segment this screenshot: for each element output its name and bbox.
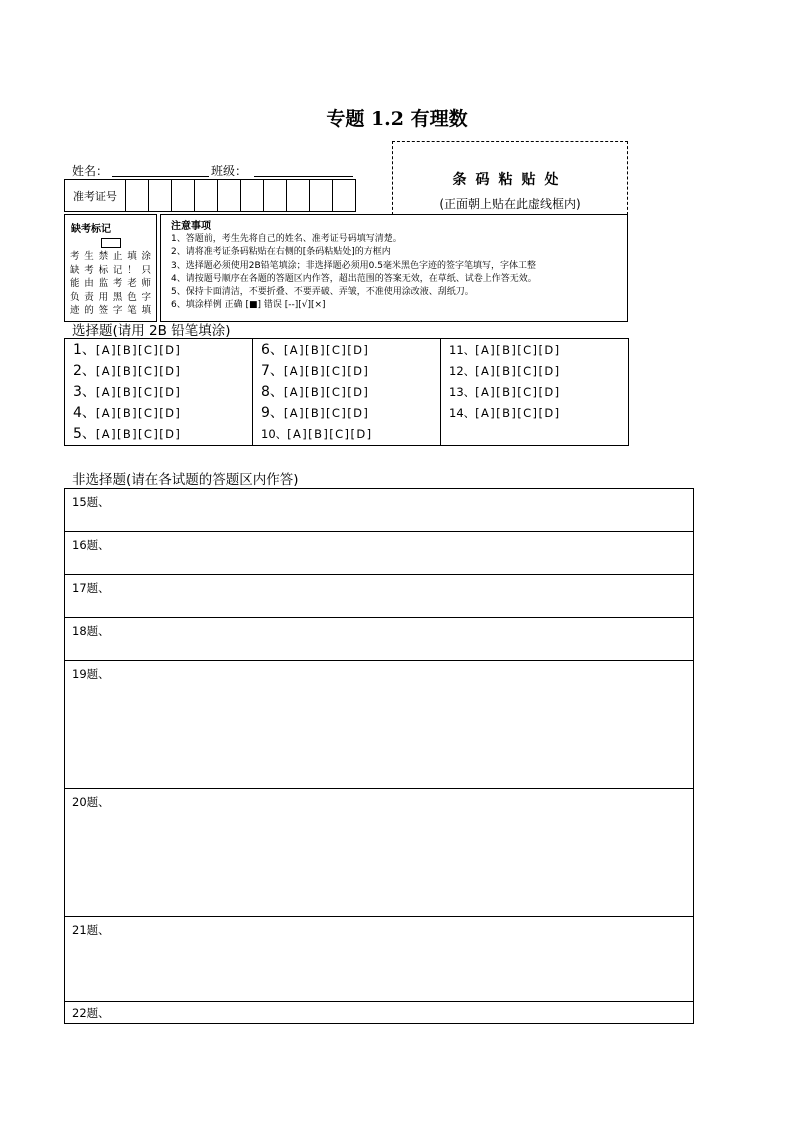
missing-exam-checkbox[interactable] bbox=[101, 238, 121, 248]
missing-exam-line: 能由监考老师 bbox=[70, 278, 151, 289]
answer-area-22[interactable] bbox=[64, 1001, 694, 1024]
missing-exam-heading: 缺考标记 bbox=[71, 224, 111, 235]
choice-number: 13、 bbox=[449, 385, 476, 399]
choice-row-5[interactable] bbox=[65, 424, 252, 445]
answer-area-19[interactable] bbox=[64, 660, 694, 789]
choice-column bbox=[441, 339, 628, 445]
missing-exam-text bbox=[65, 250, 156, 318]
choice-options[interactable]: [A][B][C][D] bbox=[475, 343, 561, 357]
choice-number: 8、 bbox=[261, 384, 284, 400]
choice-options[interactable]: [A][B][C][D] bbox=[283, 406, 370, 420]
choice-row-3[interactable] bbox=[65, 382, 252, 403]
exam-id-cell[interactable] bbox=[195, 180, 218, 211]
choice-row-11[interactable] bbox=[441, 340, 628, 361]
exam-id-box bbox=[64, 179, 356, 212]
choice-number: 9、 bbox=[261, 405, 284, 421]
choice-grid bbox=[64, 338, 629, 446]
choice-number: 2、 bbox=[73, 363, 96, 379]
missing-exam-line: 迹的签字笔填 bbox=[70, 305, 151, 316]
exam-id-cell[interactable] bbox=[287, 180, 310, 211]
notes-item: 2、请将准考证条码粘贴在右侧的[条码粘贴处]的方框内 bbox=[171, 247, 391, 258]
notes-item: 3、选择题必须使用2B铅笔填涂；非选择题必须用0.5毫米黑色字迹的签字笔填写，字体工整 bbox=[171, 260, 536, 271]
question-label: 21题、 bbox=[72, 923, 110, 937]
barcode-title: 条码粘贴处 bbox=[452, 172, 568, 188]
question-label: 19题、 bbox=[72, 667, 110, 681]
question-label: 20题、 bbox=[72, 795, 110, 809]
choice-options[interactable]: [A][B][C][D] bbox=[475, 385, 561, 399]
choice-number: 10、 bbox=[261, 427, 288, 441]
choice-options[interactable]: [A][B][C][D] bbox=[283, 343, 370, 357]
exam-id-cell[interactable] bbox=[218, 180, 241, 211]
question-label: 17题、 bbox=[72, 581, 110, 595]
choice-row-6[interactable] bbox=[253, 340, 440, 361]
choice-options[interactable]: [A][B][C][D] bbox=[283, 385, 370, 399]
answer-area-20[interactable] bbox=[64, 788, 694, 917]
choice-options[interactable]: [A][B][C][D] bbox=[95, 427, 182, 441]
free-section-title: 非选择题(请在各试题的答题区内作答) bbox=[72, 472, 299, 488]
barcode-area bbox=[392, 141, 628, 215]
notes-heading: 注意事项 bbox=[171, 221, 211, 232]
exam-id-cell[interactable] bbox=[149, 180, 172, 211]
choice-row-13[interactable] bbox=[441, 382, 628, 403]
barcode-subtitle: (正面朝上贴在此虚线框内) bbox=[439, 197, 581, 211]
notes-item: 6、填涂样例 正确 [■] 错误 [--][√][×] bbox=[171, 300, 326, 311]
missing-exam-line: 缺考标记！只 bbox=[70, 264, 151, 276]
choice-options[interactable]: [A][B][C][D] bbox=[475, 364, 561, 378]
choice-options[interactable]: [A][B][C][D] bbox=[475, 406, 561, 420]
choice-row-4[interactable] bbox=[65, 403, 252, 424]
answer-area-17[interactable] bbox=[64, 574, 694, 618]
choice-number: 3、 bbox=[73, 384, 96, 400]
class-label: 班级： bbox=[211, 164, 248, 178]
exam-id-cell[interactable] bbox=[264, 180, 287, 211]
page-title: 专题 1.2 有理数 bbox=[326, 108, 468, 130]
choice-row-8[interactable] bbox=[253, 382, 440, 403]
choice-options[interactable]: [A][B][C][D] bbox=[95, 406, 182, 420]
choice-column bbox=[253, 339, 441, 445]
notes-box bbox=[160, 214, 628, 322]
choice-column bbox=[65, 339, 253, 445]
choice-section-title: 选择题(请用 2B 铅笔填涂) bbox=[72, 323, 231, 339]
choice-number: 4、 bbox=[73, 405, 96, 421]
exam-id-cell[interactable] bbox=[126, 180, 149, 211]
answer-area-16[interactable] bbox=[64, 531, 694, 575]
choice-options[interactable]: [A][B][C][D] bbox=[283, 364, 370, 378]
choice-options[interactable]: [A][B][C][D] bbox=[287, 427, 373, 441]
choice-number: 1、 bbox=[73, 342, 96, 358]
choice-row-7[interactable] bbox=[253, 361, 440, 382]
choice-number: 14、 bbox=[449, 406, 476, 420]
answer-area-15[interactable] bbox=[64, 488, 694, 532]
choice-row-10[interactable] bbox=[253, 424, 440, 445]
notes-item: 4、请按题号顺序在各题的答题区内作答，超出范围的答案无效，在草纸、试卷上作答无效。 bbox=[171, 273, 537, 284]
class-field[interactable] bbox=[254, 162, 353, 177]
choice-number: 5、 bbox=[73, 426, 96, 442]
choice-options[interactable]: [A][B][C][D] bbox=[95, 343, 182, 357]
choice-number: 11、 bbox=[449, 343, 476, 357]
choice-options[interactable]: [A][B][C][D] bbox=[95, 364, 182, 378]
choice-number: 12、 bbox=[449, 364, 476, 378]
exam-id-cell[interactable] bbox=[172, 180, 195, 211]
question-label: 15题、 bbox=[72, 495, 110, 509]
missing-exam-box bbox=[64, 214, 157, 322]
notes-item: 5、保持卡面清洁，不要折叠、不要弄破、弄皱，不准使用涂改液、刮纸刀。 bbox=[171, 287, 474, 298]
choice-row-14[interactable] bbox=[441, 403, 628, 424]
choice-options[interactable]: [A][B][C][D] bbox=[95, 385, 182, 399]
missing-exam-line: 考生禁止填涂 bbox=[70, 251, 151, 262]
notes-item: 1、答题前，考生先将自己的姓名、准考证号码填写清楚。 bbox=[171, 234, 402, 245]
choice-row-9[interactable] bbox=[253, 403, 440, 424]
exam-id-cell[interactable] bbox=[310, 180, 333, 211]
exam-id-cell[interactable] bbox=[241, 180, 264, 211]
choice-number: 6、 bbox=[261, 342, 284, 358]
question-label: 16题、 bbox=[72, 538, 110, 552]
missing-exam-line: 负责用黑色字 bbox=[70, 291, 151, 303]
answer-area-21[interactable] bbox=[64, 916, 694, 1002]
exam-id-cell[interactable] bbox=[333, 180, 355, 211]
choice-row-12[interactable] bbox=[441, 361, 628, 382]
question-label: 22题、 bbox=[72, 1006, 110, 1020]
choice-number: 7、 bbox=[261, 363, 284, 379]
name-field[interactable] bbox=[112, 162, 209, 177]
name-label: 姓名： bbox=[72, 164, 109, 178]
choice-row-1[interactable] bbox=[65, 340, 252, 361]
exam-id-label: 准考证号 bbox=[65, 180, 126, 211]
choice-row-2[interactable] bbox=[65, 361, 252, 382]
question-label: 18题、 bbox=[72, 624, 110, 638]
answer-area-18[interactable] bbox=[64, 617, 694, 661]
